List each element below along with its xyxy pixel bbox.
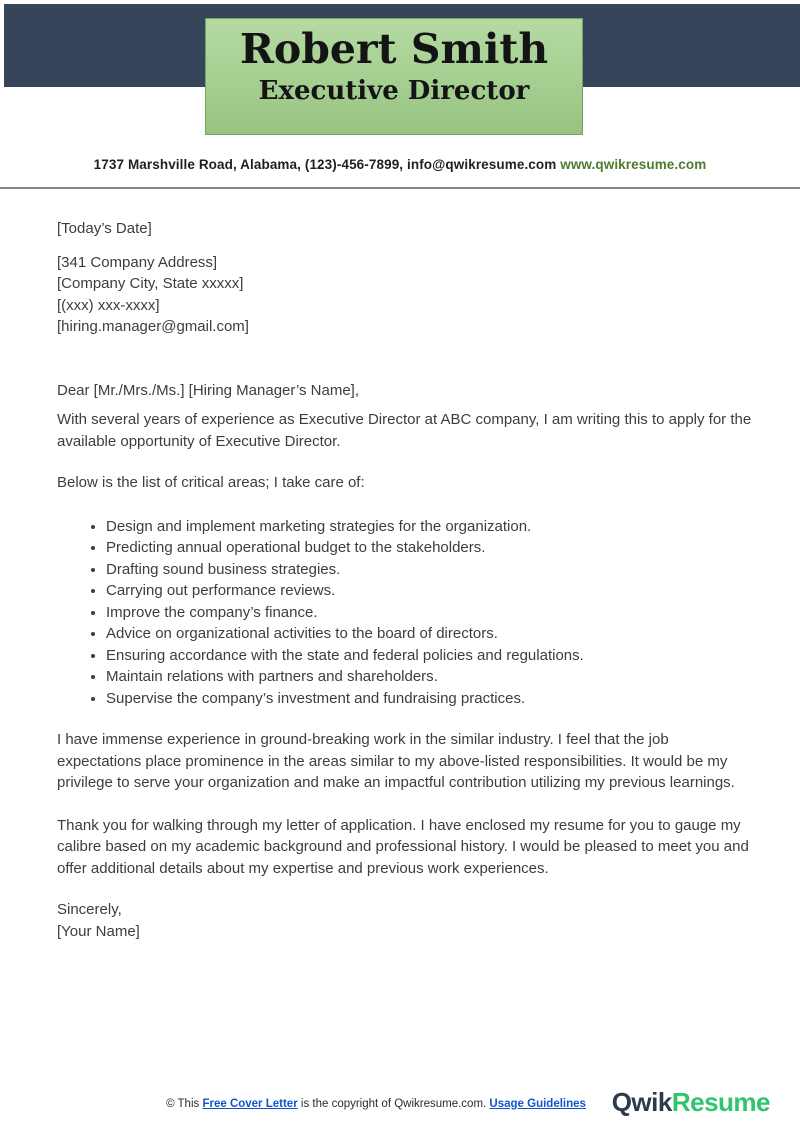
header-divider [0,187,800,189]
website-link[interactable]: www.qwikresume.com [560,157,707,172]
list-item: • Ensuring accordance with the state and federal policies and regulations. [106,645,755,667]
list-item: • Carrying out performance reviews. [106,580,755,602]
footer-prefix: © This [166,1098,203,1110]
candidate-name: Robert Smith [239,25,549,73]
thanks-paragraph: Thank you for walking through my letter of application. I have enclosed my resume for you to gauge my calibre based on my academic background and professional history. I would be pleased to meet you and offer additional details about my expertise and previous work experiences. [57,816,749,877]
date-placeholder: [Today’s Date] [57,220,152,237]
responsibilities-list [57,516,755,710]
recipient-line: [341 Company Address] [57,253,218,271]
free-cover-letter-link[interactable]: Free Cover Letter [202,1098,298,1110]
list-item: • Maintain relations with partners and shareholders. [106,666,755,688]
logo-text-qwik: Qwik [611,1087,672,1117]
candidate-job-title: Executive Director [258,76,530,107]
recipient-block [57,252,755,338]
list-item: • Supervise the company’s investment and fundraising practices. [106,688,755,710]
salutation: Dear [Mr./Mrs./Ms.] [Hiring Manager’s Name], [57,381,360,399]
qwikresume-logo[interactable] [612,1087,770,1118]
name-box [205,18,583,135]
signature-placeholder: [Your Name] [57,922,140,940]
logo-text-resume: Resume [671,1087,770,1117]
list-item: • Improve the company’s finance. [106,602,755,624]
list-item: • Advice on organizational activities to the board of directors. [106,623,755,645]
list-intro: Below is the list of critical areas; I take care of: [57,474,365,491]
contact-text: 1737 Marshville Road, Alabama, (123)-456-7899, info@qwikresume.com [93,157,557,172]
usage-guidelines-link[interactable]: Usage Guidelines [489,1098,586,1110]
letter-body [57,218,755,942]
experience-paragraph: I have immense experience in ground-breaking work in the similar industry. I feel that the job expectations place prominence in the areas similar to my above-listed responsibilities. It would be my privilege to serve your organization and make an impactful contribution utilizing my previous learnings. [57,731,735,791]
recipient-line: [Company City, State xxxxx] [57,275,244,292]
closing: Sincerely, [57,901,122,918]
list-item: • Design and implement marketing strategies for the organization. [106,516,755,538]
footer-middle: is the copyright of Qwikresume.com. [297,1098,490,1110]
list-item: • Drafting sound business strategies. [106,559,755,581]
recipient-line: [(xxx) xxx-xxxx] [57,296,160,314]
intro-paragraph: With several years of experience as Executive Director at ABC company, I am writing this to apply for the available opportunity of Executive Director. [57,411,752,450]
contact-line [0,157,800,172]
recipient-line: [hiring.manager@gmail.com] [57,318,249,335]
list-item: • Predicting annual operational budget to the stakeholders. [106,537,755,559]
